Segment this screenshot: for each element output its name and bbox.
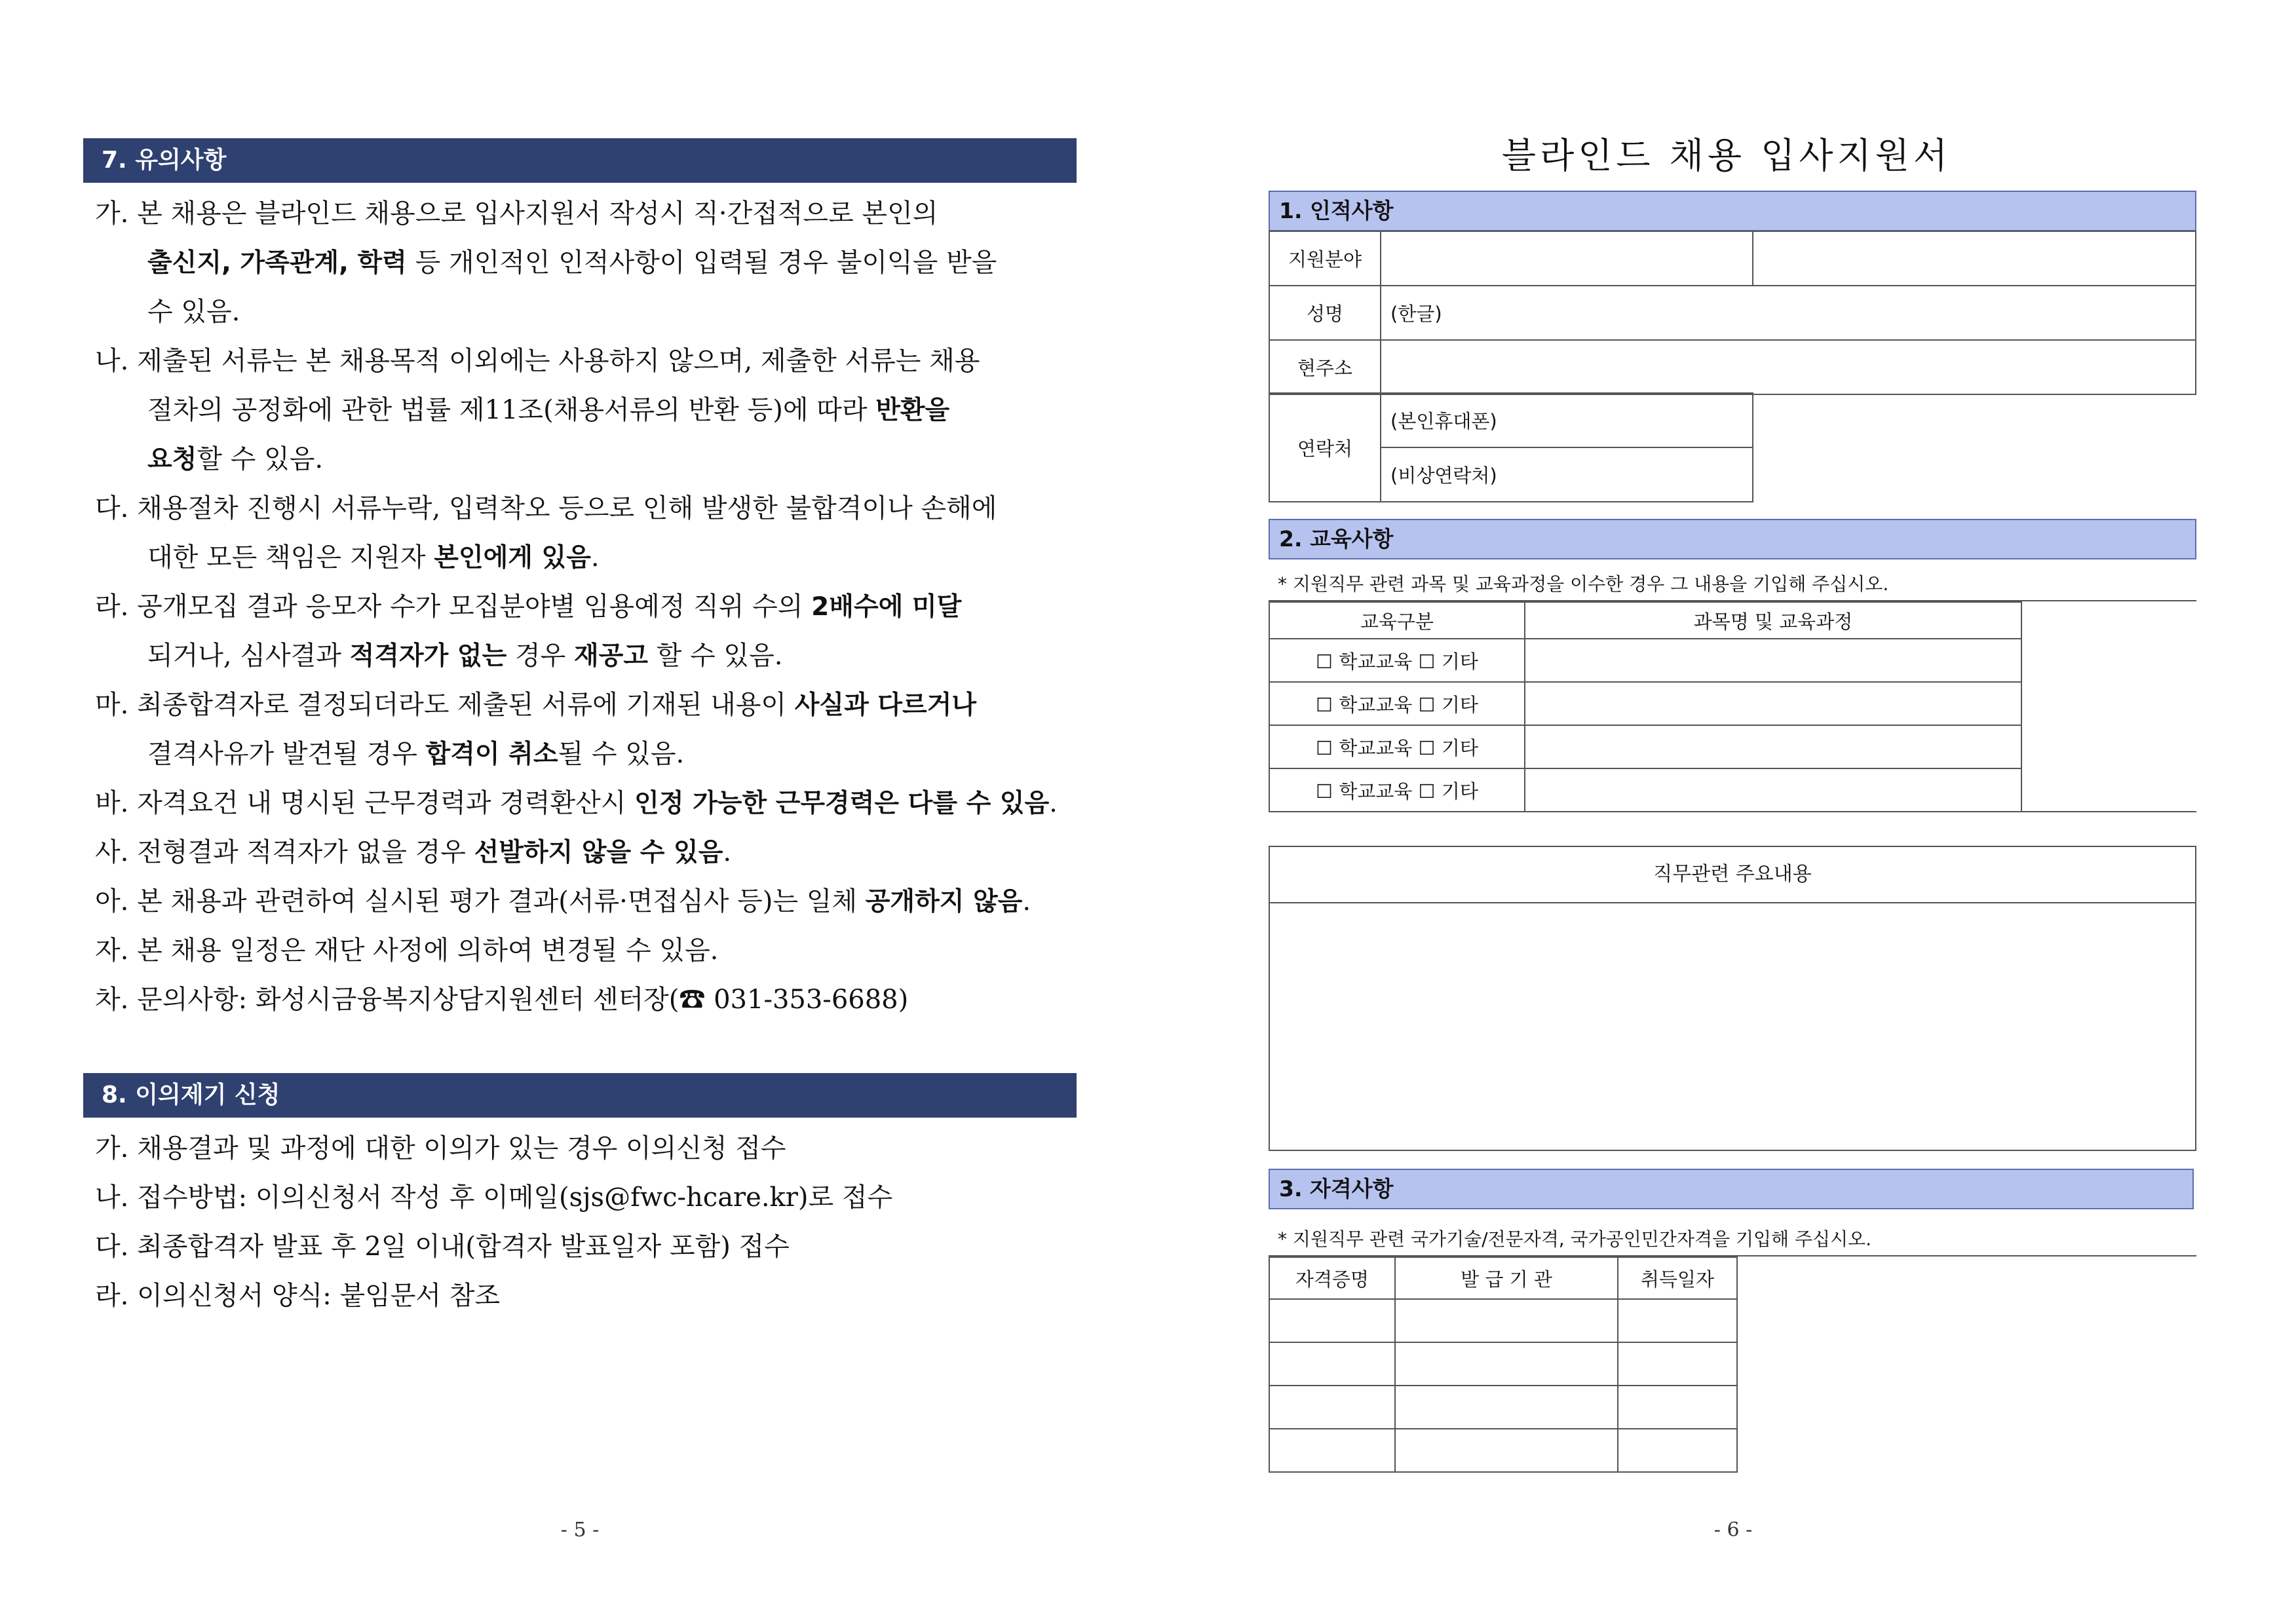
emphasis-text: 본인에게 있음 [434,543,591,573]
emphasis-text: 합격이 취소 [425,740,558,769]
qualification-cell[interactable] [1269,1342,1395,1386]
personal-info-header [1269,191,2196,231]
qualification-cell[interactable] [1618,1429,1737,1472]
emphasis-text: 출신지, 가족관계, 학력 [147,248,407,278]
education-col-type: 교육구분 [1269,602,1525,639]
name-label: 성명 [1269,286,1381,340]
job-content-title: 직무관련 주요내용 [1270,847,2195,903]
item-text: 대한 모든 책임은 지원자 [147,542,434,573]
emphasis-text: 선발하지 않을 수 있음 [474,838,723,867]
section-7-title: 7. 유의사항 [102,147,227,174]
job-content-box [1269,846,2196,1151]
item-text: 되거나, 심사결과 [147,641,350,671]
qualification-col-cert: 자격증명 [1269,1257,1395,1299]
qualification-col-date: 취득일자 [1618,1257,1737,1299]
qualification-cell[interactable] [1395,1429,1618,1472]
job-content-area[interactable] [1270,903,2195,1151]
education-row-type[interactable]: ☐ 학교교육 ☐ 기타 [1269,725,1525,768]
item-text: . [723,837,732,867]
list-item-continuation [95,386,1078,435]
list-item-continuation [95,288,1078,337]
qualification-cell[interactable] [1269,1299,1395,1342]
page-number-left: - 5 - [560,1519,600,1541]
item-text: 할 수 있음. [197,444,324,474]
list-item [95,1124,1078,1173]
list-item [95,926,1078,975]
address-label: 현주소 [1269,340,1381,394]
item-text: 다. 최종합격자 발표 후 2일 이내(합격자 발표일자 포함) 접수 [95,1232,790,1262]
emergency-input[interactable]: (비상연락처) [1381,447,1753,502]
item-text: 경우 [507,641,574,671]
education-bottom-rule [2021,811,2196,812]
item-text: 다. 채용절차 진행시 서류누락, 입력착오 등으로 인해 발생한 불합격이나 손해에 [95,493,997,523]
emphasis-text: 2배수에 미달 [811,592,962,622]
list-item [95,1272,1078,1321]
field-label: 지원분야 [1269,231,1381,286]
objection-list [95,1124,1078,1321]
item-text: 사. 전형결과 적격자가 없을 경우 [95,837,474,867]
page-number-right: - 6 - [1713,1519,1753,1541]
personal-info-table [1269,231,2196,395]
item-text: 나. 접수방법: 이의신청서 작성 후 이메일(sjs@fwc-hcare.kr)로 접수 [95,1182,893,1213]
list-item [95,1173,1078,1222]
list-item [95,975,1078,1025]
item-text: 나. 제출된 서류는 본 채용목적 이외에는 사용하지 않으며, 제출한 서류는 채용 [95,346,980,376]
item-text: 마. 최종합격자로 결정되더라도 제출된 서류에 기재된 내용이 [95,690,795,720]
list-item [95,1222,1078,1272]
qualification-cell[interactable] [1269,1429,1395,1472]
emphasis-text: 인정 가능한 근무경력은 다를 수 있음 [634,789,1050,818]
list-item [95,877,1078,926]
qualification-table [1269,1256,1738,1473]
qualification-title: 3. 자격사항 [1279,1176,1394,1201]
list-item-continuation [95,730,1078,779]
qualification-cell[interactable] [1395,1386,1618,1429]
item-text: 라. 공개모집 결과 응모자 수가 모집분야별 임용예정 직위 수의 [95,592,812,622]
list-item [95,779,1078,828]
education-row-type[interactable]: ☐ 학교교육 ☐ 기타 [1269,639,1525,682]
contact-table [1269,392,1753,502]
list-item-continuation [95,533,1078,582]
item-text: 가. 채용결과 및 과정에 대한 이의가 있는 경우 이의신청 접수 [95,1133,786,1163]
emphasis-text: 재공고 [573,641,648,671]
qualification-cell[interactable] [1395,1299,1618,1342]
list-item-continuation [95,238,1078,288]
item-text: 수 있음. [147,297,240,327]
emphasis-text: 적격자가 없는 [349,641,507,671]
section-8-header [83,1073,1077,1118]
field-extra[interactable] [1753,231,2196,286]
education-row-course[interactable] [1525,725,2021,768]
item-text: . [1022,886,1031,916]
education-header [1269,519,2196,559]
list-item [95,681,1078,730]
item-text: 할 수 있음. [648,641,783,671]
item-text: 아. 본 채용과 관련하여 실시된 평가 결과(서류·면접심사 등)는 일체 [95,886,866,916]
item-text: 결격사유가 발견될 경우 [147,739,426,769]
qualification-cell[interactable] [1618,1386,1737,1429]
emphasis-text: 공개하지 않음 [865,887,1023,916]
item-text: 자. 본 채용 일정은 재단 사정에 의하여 변경될 수 있음. [95,935,719,966]
education-col-course: 과목명 및 교육과정 [1525,602,2021,639]
section-7-header [83,138,1077,183]
item-text: . [590,542,600,573]
list-item [95,484,1078,533]
education-table [1269,601,2022,812]
qualification-cell[interactable] [1395,1342,1618,1386]
item-text: 바. 자격요건 내 명시된 근무경력과 경력환산시 [95,788,635,818]
list-item [95,582,1078,632]
emphasis-text: 요청 [147,445,197,474]
education-row-type[interactable]: ☐ 학교교육 ☐ 기타 [1269,682,1525,725]
qualification-header [1269,1169,2194,1209]
education-title: 2. 교육사항 [1279,526,1394,552]
personal-info-title: 1. 인적사항 [1279,198,1394,223]
field-input[interactable] [1381,231,1753,286]
list-item-continuation [95,632,1078,681]
list-item [95,337,1078,386]
list-item [95,189,1078,238]
qualification-col-issuer: 발 급 기 관 [1395,1257,1618,1299]
list-item-continuation [95,435,1078,484]
item-text: 가. 본 채용은 블라인드 채용으로 입사지원서 작성시 직·간접적으로 본인의 [95,198,938,229]
contact-label: 연락처 [1269,393,1381,502]
form-title: 블라인드 채용 입사지원서 [1501,135,1952,176]
qualification-cell[interactable] [1618,1342,1737,1386]
item-text: 절차의 공정화에 관한 법률 제11조(채용서류의 반환 등)에 따라 [147,395,876,425]
item-text: 차. 문의사항: 화성시금융복지상담지원센터 센터장(☎ 031-353-6688) [95,985,909,1015]
address-input[interactable] [1381,340,2196,394]
section-8-title: 8. 이의제기 신청 [102,1082,280,1108]
emphasis-text: 사실과 다르거나 [794,690,977,720]
emphasis-text: 반환을 [875,396,950,425]
education-row-course[interactable] [1525,768,2021,812]
item-text: . [1049,788,1058,818]
education-row-type[interactable]: ☐ 학교교육 ☐ 기타 [1269,768,1525,812]
qualification-cell[interactable] [1618,1299,1737,1342]
item-text: 라. 이의신청서 양식: 붙임문서 참조 [95,1281,501,1311]
list-item [95,828,1078,877]
qualification-note: * 지원직무 관련 국가기술/전문자격, 국가공인민간자격을 기입해 주십시오. [1278,1228,1872,1250]
name-input[interactable]: (한글) [1381,286,2196,340]
notice-list [95,189,1078,1025]
qualification-cell[interactable] [1269,1386,1395,1429]
education-note: * 지원직무 관련 과목 및 교육과정을 이수한 경우 그 내용을 기입해 주십시오. [1278,573,1889,595]
mobile-input[interactable]: (본인휴대폰) [1381,393,1753,447]
education-row-course[interactable] [1525,682,2021,725]
education-row-course[interactable] [1525,639,2021,682]
item-text: 등 개인적인 인적사항이 입력될 경우 불이익을 받을 [406,248,997,278]
item-text: 될 수 있음. [558,739,685,769]
